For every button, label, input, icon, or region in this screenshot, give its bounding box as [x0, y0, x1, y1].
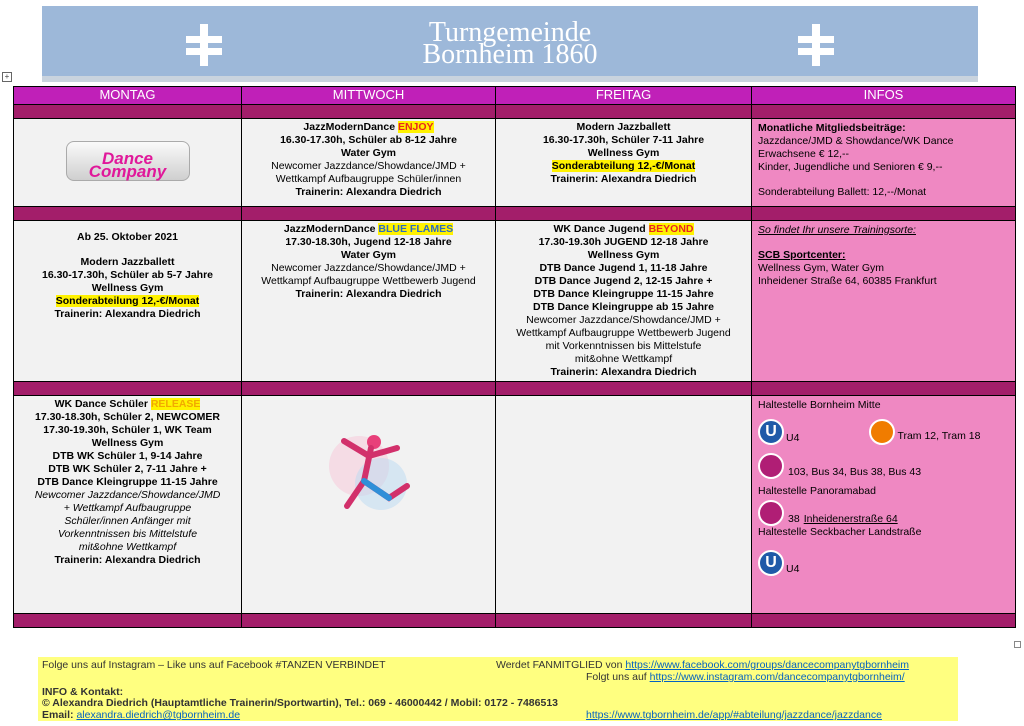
tram-icon — [869, 419, 895, 445]
separator-row — [14, 207, 1016, 221]
bus-icon — [758, 453, 784, 479]
dance-company-logo: Dance Company — [66, 141, 190, 181]
dancer-illustration — [319, 426, 419, 536]
header-montag: MONTAG — [14, 87, 242, 105]
cell-mittwoch-1: JazzModernDance ENJOY 16.30-17.30h, Schüler ab 8-12 Jahre Water Gym Newcomer Jazzdance/Showdance/JMD + Wettkampf Aufbaugruppe Schüler/innen Trainerin: Alexandra Diedrich — [242, 119, 496, 207]
cell-infos-1: Monatliche Mitgliedsbeiträge: Jazzdance/JMD & Showdance/WK Dance Erwachsene € 12,-- Kinder, Jugendliche und Senioren € 9,-- Sonderabteilung Ballett: 12,--/Monat — [752, 119, 1016, 207]
footer-fan-line: Werdet FANMITGLIED von https://www.facebook.com/groups/dancecompanytgbornheim — [496, 659, 910, 671]
cell-infos-2: So findet Ihr unsere Trainingsorte: SCB Sportcenter: Wellness Gym, Water Gym Inheidener Straße 64, 60385 Frankfurt — [752, 221, 1016, 382]
separator-row — [14, 105, 1016, 119]
club-logo — [786, 16, 846, 72]
website-link[interactable]: https://www.tgbornheim.de/app/#abteilung/jazzdance/jazzdance — [586, 709, 882, 721]
ubahn-icon: U — [758, 550, 784, 576]
footer-info-label: INFO & Kontakt: — [42, 686, 124, 698]
table-move-handle-icon[interactable]: + — [2, 72, 12, 82]
cell-freitag-2: WK Dance Jugend BEYOND 17.30-19.30h JUGEND 12-18 Jahre Wellness Gym DTB Dance Jugend 1, 11-18 Jahre DTB Dance Jugend 2, 12-15 Jahre + DTB Dance Kleingruppe 11-15 Jahre DTB Dance Kleingruppe ab 15 Jahre Newcomer Jazzdance/Showdance/JMD + Wettkampf Aufbaugruppe Wettbewerb Jugend mit Vorkenntnissen bis Mittelstufe mit&ohne Wettkampf Trainerin: Alexandra Diedrich — [496, 221, 752, 382]
bus-icon — [758, 500, 784, 526]
cell-freitag-3 — [496, 396, 752, 614]
footer-follow-text: Folge uns auf Instagram – Like uns auf Facebook #TANZEN VERBINDET — [42, 659, 386, 671]
cell-montag-2: Ab 25. Oktober 2021 Modern Jazzballett 16.30-17.30h, Schüler ab 5-7 Jahre Wellness Gym Sonderabteilung 12,-€/Monat Trainerin: Alexandra Diedrich — [14, 221, 242, 382]
ubahn-icon: U — [758, 419, 784, 445]
instagram-link[interactable]: https://www.instagram.com/dancecompanytgbornheim/ — [649, 671, 905, 683]
cell-freitag-1: Modern Jazzballett 16.30-17.30h, Schüler 7-11 Jahre Wellness Gym Sonderabteilung 12,-€/Monat Trainerin: Alexandra Diedrich — [496, 119, 752, 207]
header-infos: INFOS — [752, 87, 1016, 105]
cell-infos-3: Haltestelle Bornheim Mitte U U4 Tram 12, Tram 18 103, Bus 34, Bus 38, Bus 43 Haltestelle Panoramabad 38 Inheidenerstraße 64 Haltestelle Seckbacher Landstraße U U4 — [752, 396, 1016, 614]
cell-mittwoch-3 — [242, 396, 496, 614]
header-mittwoch: MITTWOCH — [242, 87, 496, 105]
email-link[interactable]: alexandra.diedrich@tgbornheim.de — [76, 709, 241, 721]
footer-email-line: Email: alexandra.diedrich@tgbornheim.de — [42, 709, 241, 721]
footer-insta-line: Folgt uns auf https://www.instagram.com/dancecompanytgbornheim/ — [586, 671, 905, 683]
header-banner — [42, 6, 978, 82]
club-name: Turngemeinde Bornheim 1860 — [422, 17, 598, 70]
cell-montag-1 — [14, 119, 242, 207]
cell-montag-3: WK Dance Schüler RELEASE 17.30-18.30h, Schüler 2, NEWCOMER 17.30-19.30h, Schüler 1, WK Team Wellness Gym DTB WK Schüler 1, 9-14 Jahre DTB WK Schüler 2, 7-11 Jahre + DTB Dance Kleingruppe 11-15 Jahre Newcomer Jazzdance/Showdance/JMD + Wettkampf Aufbaugruppe Schüler/innen Anfänger mit Vorkenntnissen bis Mittelstufe mit&ohne Wettkampf Trainerin: Alexandra Diedrich — [14, 396, 242, 614]
schedule-table — [13, 86, 1016, 628]
footer-web-line — [586, 710, 882, 721]
separator-row — [14, 614, 1016, 628]
facebook-link[interactable]: https://www.facebook.com/groups/dancecompanytgbornheim — [625, 659, 910, 671]
footer-contact: © Alexandra Diedrich (Hauptamtliche Trainerin/Sportwartin), Tel.: 069 - 46000442 / Mobil: 0172 - 7486513 — [42, 697, 559, 709]
separator-row — [14, 382, 1016, 396]
footer — [38, 657, 958, 721]
table-resize-handle[interactable] — [1014, 641, 1021, 648]
cell-mittwoch-2: JazzModernDance BLUE FLAMES 17.30-18.30h, Jugend 12-18 Jahre Water Gym Newcomer Jazzdance/Showdance/JMD + Wettkampf Aufbaugruppe Wettbewerb Jugend Trainerin: Alexandra Diedrich — [242, 221, 496, 382]
header-freitag: FREITAG — [496, 87, 752, 105]
